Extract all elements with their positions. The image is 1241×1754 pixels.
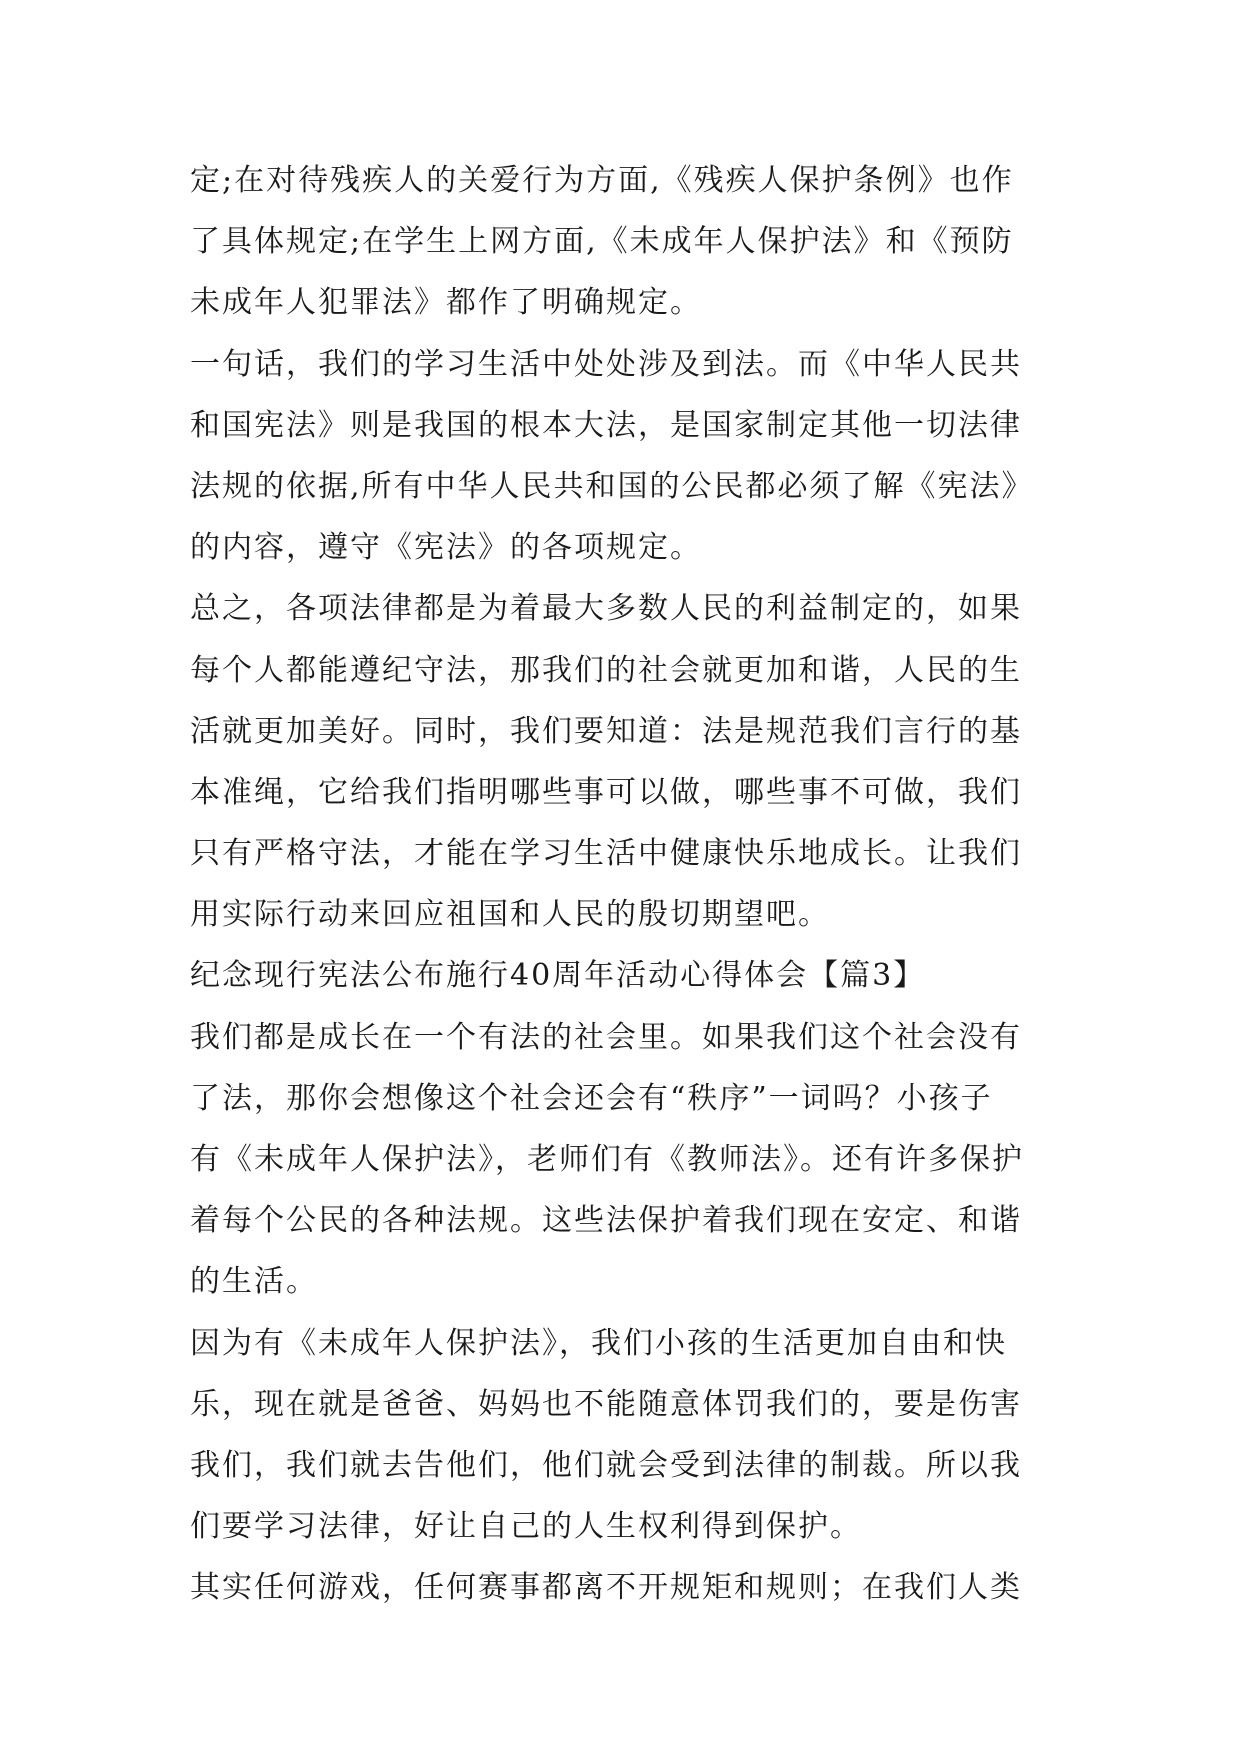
section-heading: 纪念现行宪法公布施行40周年活动心得体会【篇3】	[190, 958, 926, 994]
document-body	[190, 150, 1060, 1619]
text-line: 用实际行动来回应祖国和人民的殷切期望吧。	[190, 897, 830, 933]
text-line: 法规的依据,所有中华人民共和国的公民都必须了解《宪法》	[190, 468, 1034, 504]
text-line: 只有严格守法，才能在学习生活中健康快乐地成长。让我们	[190, 836, 1022, 872]
text-line: 着每个公民的各种法规。这些法保护着我们现在安定、和谐	[190, 1203, 1022, 1239]
text-line: 我们，我们就去告他们，他们就会受到法律的制裁。所以我	[190, 1447, 1022, 1483]
text-line: 因为有《未成年人保护法》，我们小孩的生活更加自由和快	[190, 1325, 1007, 1361]
text-line: 活就更加美好。同时，我们要知道：法是规范我们言行的基	[190, 713, 1022, 749]
text-line: 们要学习法律，好让自己的人生权利得到保护。	[190, 1509, 862, 1545]
text-line: 我们都是成长在一个有法的社会里。如果我们这个社会没有	[190, 1019, 1022, 1055]
text-line: 其实任何游戏，任何赛事都离不开规矩和规则；在我们人类	[190, 1570, 1022, 1606]
text-line: 一句话，我们的学习生活中处处涉及到法。而《中华人民共	[190, 346, 1022, 382]
text-line: 本准绳，它给我们指明哪些事可以做，哪些事不可做，我们	[190, 774, 1022, 810]
text-line: 总之，各项法律都是为着最大多数人民的利益制定的，如果	[190, 591, 1022, 627]
text-line: 的内容，遵守《宪法》的各项规定。	[190, 530, 702, 566]
text-line: 的生活。	[190, 1264, 318, 1300]
text-line: 了具体规定;在学生上网方面,《未成年人保护法》和《预防	[190, 224, 1014, 260]
text-line: 每个人都能遵纪守法，那我们的社会就更加和谐，人民的生	[190, 652, 1022, 688]
text-line: 乐，现在就是爸爸、妈妈也不能随意体罚我们的，要是伤害	[190, 1386, 1022, 1422]
text-line: 了法，那你会想像这个社会还会有“秩序”一词吗？小孩子	[190, 1080, 993, 1116]
text-line: 定;在对待残疾人的关爱行为方面,《残疾人保护条例》也作	[190, 163, 1014, 198]
text-line: 和国宪法》则是我国的根本大法，是国家制定其他一切法律	[190, 407, 1022, 443]
text-line: 有《未成年人保护法》，老师们有《教师法》。还有许多保护	[190, 1142, 1024, 1177]
text-line: 未成年人犯罪法》都作了明确规定。	[190, 285, 702, 321]
